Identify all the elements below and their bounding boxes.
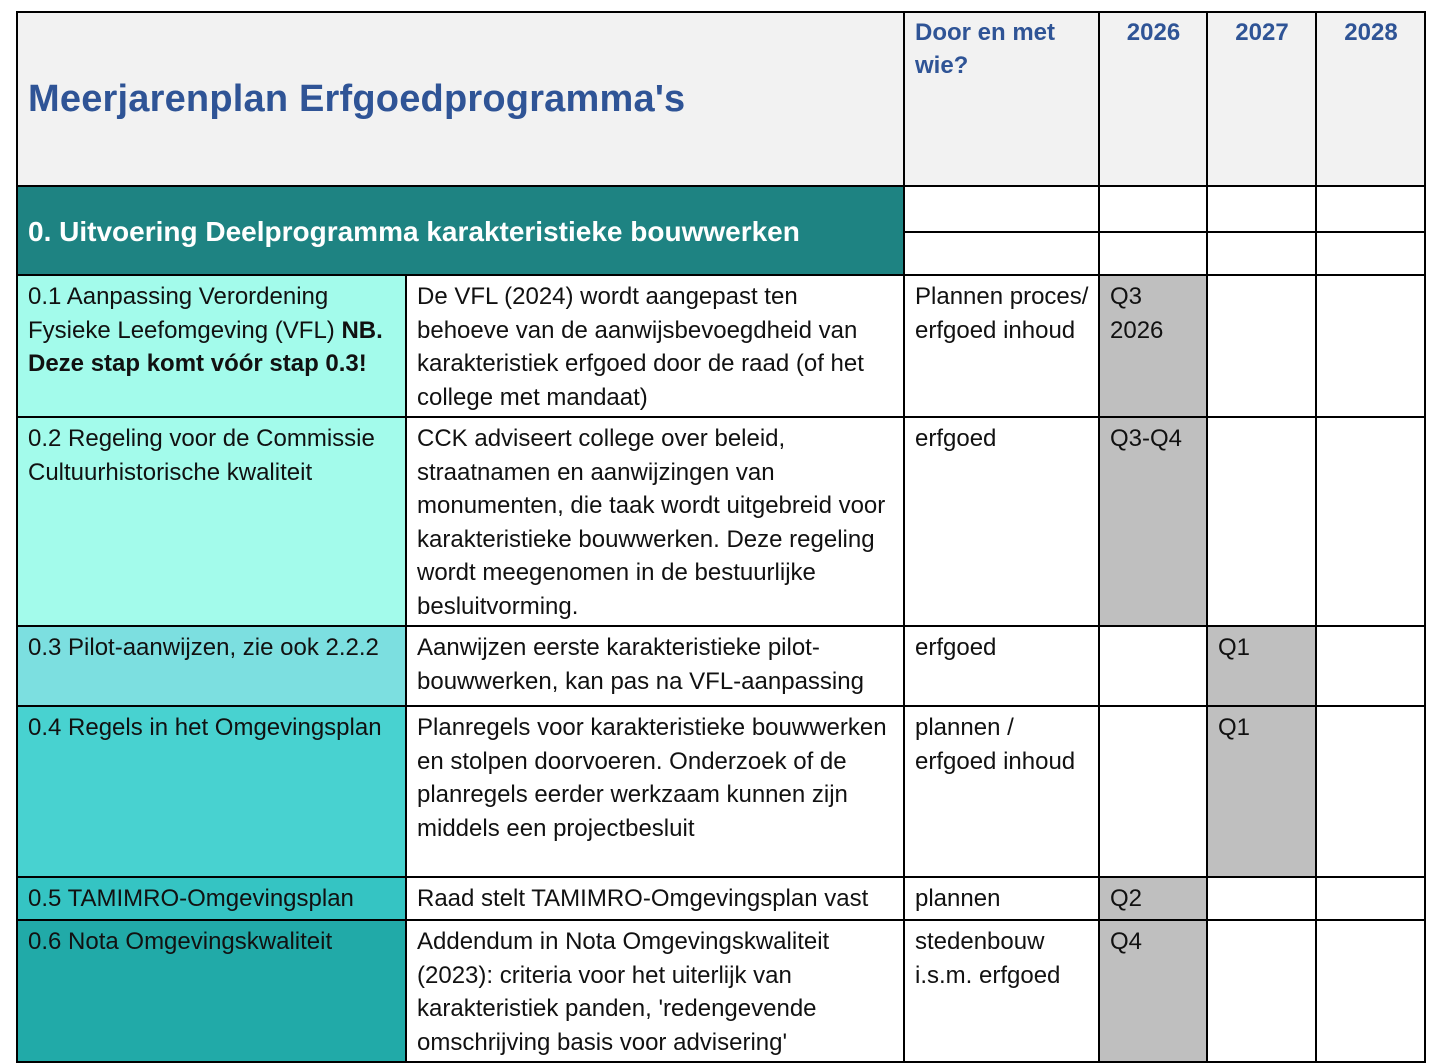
- section-empty-cell: [1207, 232, 1316, 275]
- year-2028-header: 2028: [1316, 12, 1425, 186]
- item-cell: 0.6 Nota Omgevingskwaliteit: [17, 920, 406, 1062]
- year-2028-cell: [1316, 626, 1425, 706]
- year-2027-header: 2027: [1207, 12, 1316, 186]
- year-2026-cell: [1099, 706, 1207, 877]
- item-label: 0.1 Aanpassing Verordening Fysieke Leefomgeving (VFL): [28, 283, 335, 344]
- table-row: [17, 877, 1425, 920]
- year-2028-cell: [1316, 706, 1425, 877]
- item-note: NB. Deze stap komt vóór stap 0.3!: [28, 316, 383, 377]
- year-2026-cell: Q2: [1099, 877, 1207, 920]
- item-cell: [17, 275, 406, 417]
- table-row: [17, 417, 1425, 626]
- description-cell: Raad stelt TAMIMRO-Omgevingsplan vast: [406, 877, 904, 920]
- section-empty-cell: [1207, 186, 1316, 232]
- year-2027-cell: [1207, 275, 1316, 417]
- description-cell: CCK adviseert college over beleid, straatnamen en aanwijzingen van monumenten, die taak wordt uitgebreid voor karakteristieke bouwwerken. Deze regeling wordt meegenomen in de bestuurlijke besluitvorming.: [406, 417, 904, 626]
- who-cell: stedenbouw i.s.m. erfgoed: [904, 920, 1099, 1062]
- section-title: 0. Uitvoering Deelprogramma karakteristieke bouwwerken: [17, 186, 904, 275]
- who-cell: erfgoed: [904, 417, 1099, 626]
- year-2028-cell: [1316, 877, 1425, 920]
- year-2028-cell: [1316, 920, 1425, 1062]
- year-2028-cell: [1316, 417, 1425, 626]
- who-cell: plannen / erfgoed inhoud: [904, 706, 1099, 877]
- section-empty-cell: [904, 232, 1099, 275]
- section-empty-cell: [904, 186, 1099, 232]
- description-cell: Planregels voor karakteristieke bouwwerken en stolpen doorvoeren. Onderzoek of de planregels eerder werkzaam kunnen zijn middels een projectbesluit: [406, 706, 904, 877]
- year-2026-cell: Q4: [1099, 920, 1207, 1062]
- description-cell: De VFL (2024) wordt aangepast ten behoeve van de aanwijsbevoegdheid van karakteristiek erfgoed door de raad (of het college met mandaat): [406, 275, 904, 417]
- section-row: [17, 186, 1425, 232]
- year-2027-cell: [1207, 920, 1316, 1062]
- header-row: [17, 12, 1425, 186]
- section-empty-cell: [1316, 232, 1425, 275]
- year-2026-cell: Q3-Q4: [1099, 417, 1207, 626]
- year-2027-cell: Q1: [1207, 626, 1316, 706]
- description-cell: Addendum in Nota Omgevingskwaliteit (2023): criteria voor het uiterlijk van karakteristiek panden, 'redengevende omschrijving basis voor advisering': [406, 920, 904, 1062]
- table-row: [17, 920, 1425, 1062]
- item-cell: 0.2 Regeling voor de Commissie Cultuurhistorische kwaliteit: [17, 417, 406, 626]
- section-empty-cell: [1099, 186, 1207, 232]
- who-cell: erfgoed: [904, 626, 1099, 706]
- table-row: [17, 706, 1425, 877]
- year-2026-header: 2026: [1099, 12, 1207, 186]
- item-cell: 0.4 Regels in het Omgevingsplan: [17, 706, 406, 877]
- page-title: Meerjarenplan Erfgoedprogramma's: [17, 12, 904, 186]
- who-cell: Plannen proces/ erfgoed inhoud: [904, 275, 1099, 417]
- multi-year-plan-table: [16, 11, 1426, 1063]
- table-row: [17, 275, 1425, 417]
- table-row: [17, 626, 1425, 706]
- year-2027-cell: [1207, 417, 1316, 626]
- year-2027-cell: Q1: [1207, 706, 1316, 877]
- item-cell: 0.5 TAMIMRO-Omgevingsplan: [17, 877, 406, 920]
- item-cell: 0.3 Pilot-aanwijzen, zie ook 2.2.2: [17, 626, 406, 706]
- year-2026-cell: Q3 2026: [1099, 275, 1207, 417]
- year-2028-cell: [1316, 275, 1425, 417]
- section-empty-cell: [1316, 186, 1425, 232]
- description-cell: Aanwijzen eerste karakteristieke pilot-bouwwerken, kan pas na VFL-aanpassing: [406, 626, 904, 706]
- who-cell: plannen: [904, 877, 1099, 920]
- year-2027-cell: [1207, 877, 1316, 920]
- who-column-header: Door en met wie?: [904, 12, 1099, 186]
- section-empty-cell: [1099, 232, 1207, 275]
- year-2026-cell: [1099, 626, 1207, 706]
